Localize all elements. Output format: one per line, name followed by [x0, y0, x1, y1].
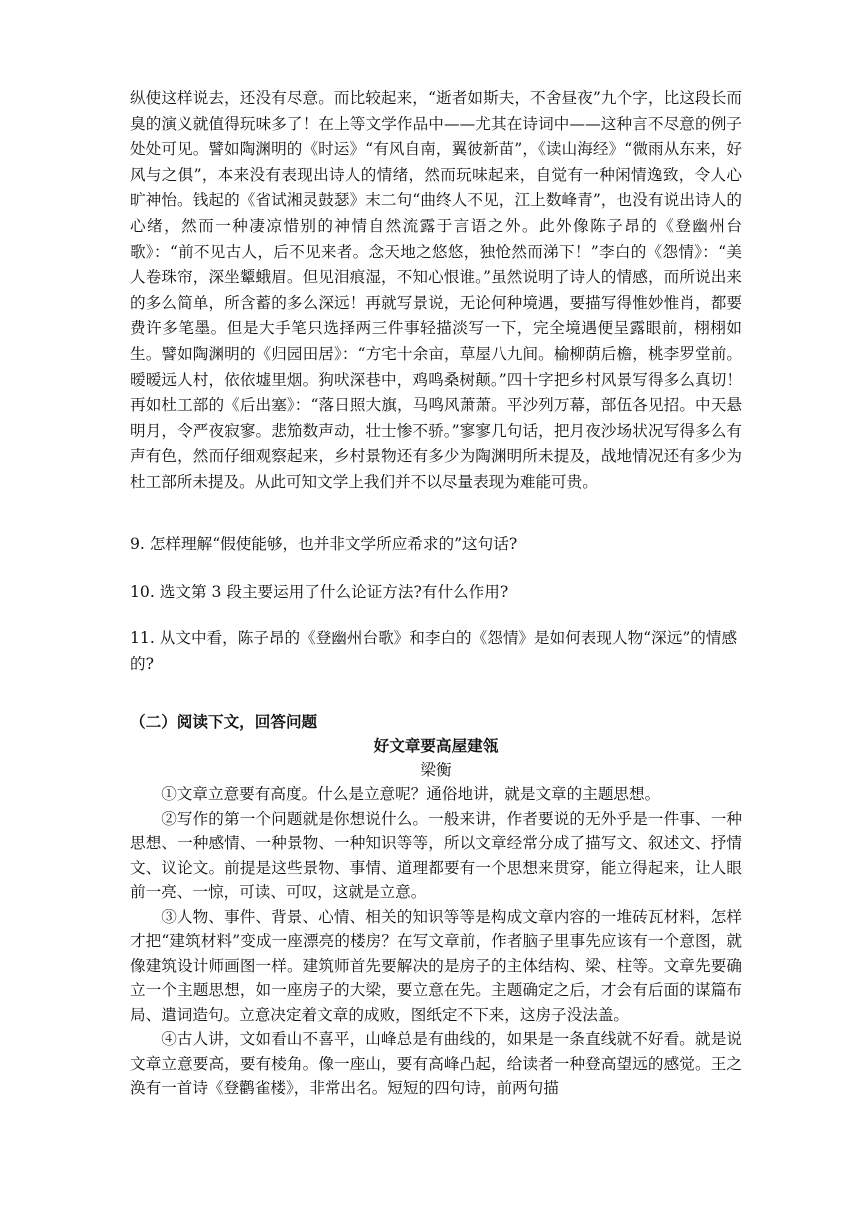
article-body: [130, 782, 742, 1101]
article-paragraph-3: ③人物、事件、背景、心情、相关的知识等等是构成文章内容的一堆砖瓦材料，怎样才把“建筑材料”变成一座漂亮的楼房？在写文章前，作者脑子里事先应该有一个意图，就像建筑设计师画图一样。建筑师首先要解决的是房子的主体结构、梁、柱等。文章先要确立一个主题思想，如一座房子的大梁，要立意在先。主题确定之后，才会有后面的谋篇布局、遣词造句。立意决定着文章的成败，图纸定不下来，这房子没法盖。: [130, 907, 742, 1024]
section-heading: （二）阅读下文，回答问题: [130, 712, 318, 731]
article-paragraph-2: ②写作的第一个问题就是你想说什么。一般来讲，作者要说的无外乎是一件事、一种思想、一种感情、一种景物、一种知识等等，所以文章经常分成了描写文、叙述文、抒情文、议论文。前提是这些景物、事情、道理都要有一个思想来贯穿，能立得起来，让人眼前一亮、一惊，可读、可叹，这就是立意。: [130, 809, 742, 901]
question-10: 10. 选文第 3 段主要运用了什么论证方法?有什么作用?: [130, 583, 509, 601]
article-title: 好文章要高屋建瓴: [373, 736, 499, 755]
article-paragraph-1: ①文章立意要有高度。什么是立意呢？通俗地讲，就是文章的主题思想。: [161, 785, 661, 803]
passage-paragraph: 纵使这样说去，还没有尽意。而比较起来，“逝者如斯夫，不舍昼夜”九个字，比这段长而臭的演义就值得玩味多了！在上等文学作品中——尤其在诗词中——这种言不尽意的例子处处可见。譬如陶渊明的《时运》“有风自南，翼彼新苗”，《读山海经》“微雨从东来，好风与之俱”，本来没有表现出诗人的情绪，然而玩味起来，自觉有一种闲情逸致，令人心旷神怡。钱起的《省试湘灵鼓瑟》末二句“曲终人不见，江上数峰青”，也没有说出诗人的心绪，然而一种凄凉惜别的神情自然流露于言语之外。此外像陈子昂的《登幽州台歌》：“前不见古人，后不见来者。念天地之悠悠，独怆然而涕下！”李白的《怨情》：“美人卷珠帘，深坐颦蛾眉。但见泪痕湿，不知心恨谁。”虽然说明了诗人的情感，而所说出来的多么简单，所含蓄的多么深远！再就写景说，无论何种境遇，要描写得惟妙惟肖，都要费许多笔墨。但是大手笔只选择两三件事轻描淡写一下，完全境遇便呈露眼前，栩栩如生。譬如陶渊明的《归园田居》：“方宅十余亩，草屋八九间。榆柳荫后檐，桃李罗堂前。暧暧远人村，依依墟里烟。狗吠深巷中，鸡鸣桑树颠。”四十字把乡村风景写得多么真切！再如杜工部的《后出塞》：“落日照大旗，马鸣风萧萧。平沙列万幕，部伍各见招。中天悬明月，令严夜寂寥。悲笳数声动，壮士惨不骄。”寥寥几句话，把月夜沙场状况写得多么有声有色，然而仔细观察起来，乡村景物还有多少为陶渊明所未提及，战地情况还有多少为杜工部所未提及。从此可知文学上我们并不以尽量表现为难能可贵。: [130, 89, 742, 491]
question-11: 11. 从文中看，陈子昂的《登幽州台歌》和李白的《怨情》是如何表现人物“深远”的情感的?: [130, 629, 738, 673]
article-paragraph-4: ④古人讲，文如看山不喜平，山峰总是有曲线的，如果是一条直线就不好看。就是说文章立意要高，要有棱角。像一座山，要有高峰凸起，给读者一种登高望远的感觉。王之涣有一首诗《登鹳雀楼》，非常出名。短短的四句诗，前两句描: [130, 1030, 742, 1097]
question-9: 9. 怎样理解“假使能够，也并非文学所应希求的”这句话?: [130, 535, 518, 553]
article-author: 梁衡: [420, 761, 452, 779]
